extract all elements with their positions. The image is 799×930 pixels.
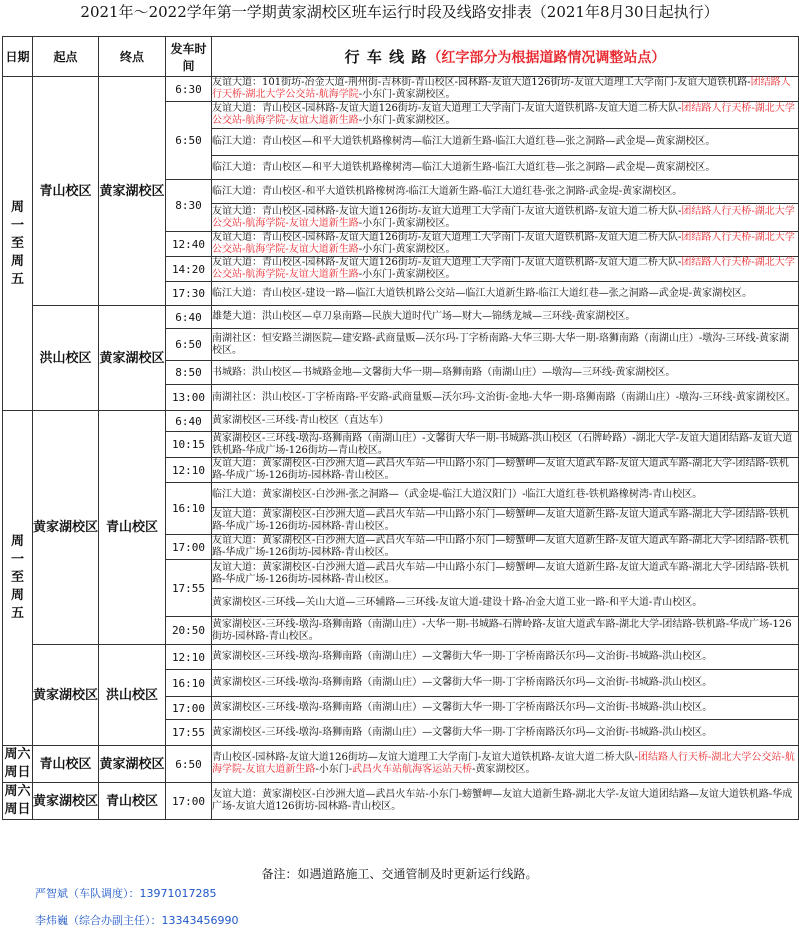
departure-time-cell: 6:50 [166,102,212,180]
route-cell [212,697,799,720]
table-row [3,645,799,670]
contact-deputy-director: 李炜巍（综合办副主任）：13343456990 [35,914,239,927]
route-cell [212,385,799,411]
route-segment: 黄家湖校区-三环线—关山大道—三环辅路—三环线-友谊大道-建设十路-冶金大道工业一路-和平大道-青山校区。 [212,596,703,608]
route-segment: 友谊大道：青山校区-园林路-友谊大道126街坊-友谊大道理工大学南门-友谊大道铁机路-友谊大道二桥大队- [212,103,682,114]
route-cell [212,458,799,483]
table-row [3,783,799,820]
route-segment: 友谊大道：青山校区-园林路-友谊大道126街坊-友谊大道理工大学南门-友谊大道铁机路-友谊大道二桥大队- [212,257,682,268]
route-adjusted-stops: 团结路人行天桥-湖北大学公交站-航海学院 [212,77,791,100]
route-cell [212,746,799,783]
departure-time-cell: 6:40 [166,411,212,432]
route-cell [212,645,799,670]
day-char: 周 [10,588,24,603]
route-segment: 黄家湖校区-三环线-墩沟-珞狮南路（南湖山庄）—文馨街大华一期-丁字桥南路沃尔玛—文治街-书城路-洪山校区。 [212,651,713,662]
route-segment: -小东门-黄家湖校区。 [358,217,456,229]
departure-time-cell: 17:00 [166,697,212,720]
route-cell [212,102,799,129]
route-segment: 友谊大道：黄家湖校区-白沙洲大道—武昌火车站—中山路小东门—螃蟹岬—友谊大道新生路-友谊大道武车路-湖北大学-团结路-铁机路-华成广场-126街坊-园林路-青山校区。 [212,562,789,585]
end-campus-cell: 青山校区 [99,783,166,820]
day-char: 周六 [4,784,31,799]
departure-time-cell: 12:10 [166,645,212,670]
route-segment: 黄家湖校区-三环线-墩沟-珞狮南路（南湖山庄）—文馨街大华一期-丁字桥南路沃尔玛—文治街-书城路-洪山校区。 [212,702,713,713]
departure-time-cell: 12:40 [166,232,212,257]
table-header-row [3,37,799,77]
start-campus-cell: 黄家湖校区 [33,411,99,645]
route-adjusted-stops: 团结路人行天桥-湖北大学公交站-航海学院-友谊大道新生路 [212,103,795,126]
route-cell [212,535,799,560]
route-segment: 临江大道：青山校区—和平大道铁机路橡树湾—临江大道新生路-临江大道红巷—张之洞路—武金堤—黄家湖校区。 [212,136,716,147]
route-cell [212,329,799,361]
end-campus-cell: 洪山校区 [99,645,166,746]
departure-time-cell: 17:00 [166,783,212,820]
route-segment: -小东门-黄家湖校区。 [358,269,456,280]
departure-time-cell: 12:10 [166,458,212,483]
departure-time-cell: 20:50 [166,617,212,645]
route-cell [212,257,799,282]
route-cell [212,411,799,432]
day-char: 五 [10,271,24,287]
departure-time-cell: 16:10 [166,670,212,697]
departure-time-cell: 6:50 [166,329,212,361]
departure-time-cell: 6:40 [166,306,212,329]
table-row [3,77,799,102]
day-char: 一 [10,552,24,567]
departure-time-cell: 17:55 [166,720,212,746]
route-header-label: 行 车 线 路 [344,48,428,66]
route-cell [212,483,799,508]
route-segment: 雄楚大道：洪山校区—卓刀泉南路—民族大道时代广场—财大—锦绣龙城—三环线-黄家湖校区。 [212,311,636,322]
route-cell [212,617,799,645]
end-campus-cell: 黄家湖校区 [99,77,166,306]
col-header-end: 终点 [99,37,166,77]
route-cell [212,129,799,156]
day-char: 周六 [4,747,31,762]
schedule-table [2,36,799,820]
departure-time-cell: 16:10 [166,483,212,535]
day-cell [3,77,33,411]
day-char: 至 [10,570,24,585]
route-segment: 临江大道：青山校区—和平大道铁机路橡树湾—临江大道新生路-临江大道红巷—张之洞路—武金堤—黄家湖校区。 [212,161,716,173]
route-segment: -黄家湖校区。 [472,764,536,775]
route-segment: 友谊大道：黄家湖校区-白沙洲大道—武昌火车站—中山路小东门—螃蟹岬—友谊大道新生路-友谊大道武车路-湖北大学-团结路-铁机路-华成广场-126街坊-园林路-青山校区。 [212,509,789,532]
end-campus-cell: 黄家湖校区 [99,306,166,411]
route-adjusted-stops: 团结路人行天桥-湖北大学公交站-航海学院-友谊大道新生路 [212,752,795,775]
page-title: 2021年～2022学年第一学期黄家湖校区班车运行时段及线路安排表（2021年8月30日起执行） [80,3,719,21]
departure-time-cell: 6:30 [166,77,212,102]
route-cell [212,560,799,589]
start-campus-cell: 洪山校区 [33,306,99,411]
route-cell [212,204,799,232]
start-campus-cell: 青山校区 [33,746,99,783]
route-adjusted-stops: 武昌火车站航海客运站天桥 [352,764,473,775]
route-segment: 友谊大道：青山校区-园林路-友谊大道126街坊-友谊大道理工大学南门-友谊大道铁机路-友谊大道二桥大队- [212,232,682,243]
route-segment: 黄家湖校区-三环线-青山校区（直达车） [212,415,389,426]
route-cell [212,77,799,102]
day-char: 周 [10,534,24,549]
route-cell [212,232,799,257]
table-row [3,306,799,329]
route-segment: -小东门-黄家湖校区。 [358,115,456,126]
day-char: 至 [10,235,24,251]
route-segment: 临江大道：青山校区-和平大道铁机路橡树湾-临江大道新生路-临江大道红巷-张之洞路-武金堤-黄家湖校区。 [212,185,683,197]
departure-time-cell: 8:30 [166,180,212,232]
route-cell [212,670,799,697]
route-segment: 黄家湖校区-三环线-墩沟-珞狮南路（南湖山庄）—文馨街大华一期-丁字桥南路沃尔玛—文治街-书城路-洪山校区。 [212,677,713,688]
departure-time-cell: 17:00 [166,535,212,560]
route-adjusted-stops: 团结路人行天桥-湖北大学公交站-航海学院-友谊大道新生路 [212,257,795,280]
route-segment: 南湖社区：恒安路兰湖医院—建安路-武商量贩—沃尔玛-丁字桥南路-大华三期-大华一期-珞狮南路（南湖山庄）-墩沟-三环线-黄家湖校区。 [212,332,790,356]
route-segment: 青山校区-园林路-友谊大道126街坊—友谊大道理工大学南门-友谊大道铁机路-友谊大道二桥大队- [212,752,638,763]
end-campus-cell: 黄家湖校区 [99,746,166,783]
day-char: 周日 [4,802,31,817]
route-cell [212,156,799,180]
route-segment: 黄家湖校区-三环线-墩沟-珞狮南路（南湖山庄）—文馨街大华一期-丁字桥南路沃尔玛—文治街-书城路-洪山校区。 [212,726,713,738]
col-header-start: 起点 [33,37,99,77]
route-cell [212,783,799,820]
route-cell [212,432,799,458]
table-row [3,411,799,432]
route-adjusted-stops: 团结路人行天桥-湖北大学公交站-航海学院-友谊大道新生路 [212,232,795,255]
route-segment: 友谊大道：黄家湖校区-白沙洲大道—武昌火车站—中山路小东门—螃蟹岬—友谊大道新生路-友谊大道武车路-湖北大学-团结路-铁机路-华成广场-126街坊-园林路-青山校区。 [212,535,789,558]
route-segment: -小东门-黄家湖校区。 [358,244,456,255]
day-cell [3,746,33,783]
start-campus-cell: 黄家湖校区 [33,645,99,746]
departure-time-cell: 13:00 [166,385,212,411]
table-row [3,746,799,783]
route-cell [212,361,799,385]
day-char: 周 [10,253,24,269]
col-header-route [212,37,799,77]
departure-time-cell: 17:55 [166,560,212,617]
route-cell [212,508,799,535]
route-segment: 黄家湖校区-三环线-墩沟-珞狮南路（南湖山庄）-大华一期-书城路-石牌岭路-友谊大道武车路-湖北大学-团结路-铁机路-华成广场-126街坊-园林路-青山校区。 [212,618,792,642]
schedule-body [3,77,799,820]
departure-time-cell: 8:50 [166,361,212,385]
end-campus-cell: 青山校区 [99,411,166,645]
route-segment: 友谊大道：101街坊-冶金大道-荆州街-吉林街-青山校区-园林路-友谊大道126街坊-友谊大道理工大学南门-友谊大道铁机路- [212,77,751,88]
route-segment: 友谊大道：黄家湖校区-白沙洲大道—武昌火车站—中山路小东门—螃蟹岬—友谊大道武车路-友谊大道武车路-湖北大学-团结路-铁机路-华成广场-126街坊-园林路-青山校区。 [212,458,789,481]
route-cell [212,282,799,306]
start-campus-cell: 青山校区 [33,77,99,306]
route-segment: 南湖社区：洪山校区-丁字桥南路-平安路-武商量贩—沃尔玛-文治街-金地-大华一期-珞狮南路（南湖山庄）-墩沟-三环线-黄家湖校区。 [212,391,796,403]
route-header-note: （红字部分为根据道路情况调整站点） [427,50,666,66]
departure-time-cell: 14:20 [166,257,212,282]
day-cell [3,411,33,746]
route-segment: 书城路：洪山校区—书城路金地—文馨街大华一期—珞狮南路（南湖山庄）—墩沟—三环线-黄家湖校区。 [212,366,676,378]
departure-time-cell: 10:15 [166,432,212,458]
day-char: 周日 [4,765,31,780]
route-segment: 黄家湖校区-三环线-墩沟-珞狮南路（南湖山庄）-文馨街大华一期-书城路-洪山校区（石牌岭路）-湖北大学-友谊大道团结路-友谊大道铁机路-华成广场-126街坊—青山校区。 [212,432,793,456]
route-cell [212,180,799,204]
contact-dispatcher: 严智斌（车队调度）：13971017285 [35,887,217,900]
day-char: 一 [10,217,24,233]
day-char: 周 [10,199,24,215]
col-header-time: 发车时间 [166,37,212,77]
route-segment: 临江大道：黄家湖校区-白沙洲-张之洞路—（武金堤-临江大道汉阳门）-临江大道红巷-铁机路橡树湾-青山校区。 [212,489,703,500]
route-segment: 友谊大道：黄家湖校区-白沙洲大道—武昌火车站-小东门-螃蟹岬—友谊大道新生路-湖北大学-友谊大道团结路—友谊大道铁机路-华成广场-友谊大道126街坊-园林路-青山校区。 [212,789,793,812]
route-adjusted-stops: 团结路人行天桥-湖北大学公交站-航海学院-友谊大道新生路 [212,205,795,229]
route-segment: -小东门- [315,764,353,775]
day-cell [3,783,33,820]
route-cell [212,306,799,329]
route-segment: 友谊大道：青山校区-园林路-友谊大道126街坊-友谊大道理工大学南门-友谊大道铁机路-友谊大道二桥大队- [212,205,682,217]
route-segment: -小东门-黄家湖校区。 [358,89,456,100]
start-campus-cell: 黄家湖校区 [33,783,99,820]
departure-time-cell: 17:30 [166,282,212,306]
day-char: 五 [10,606,24,621]
col-header-day: 日期 [3,37,33,77]
footer-note: 备注：如遇道路施工、交通管制及时更新运行线路。 [261,867,538,881]
route-cell [212,589,799,617]
departure-time-cell: 6:50 [166,746,212,783]
route-segment: 临江大道：青山校区-建设一路—临江大道铁机路公交站—临江大道新生路-临江大道红巷—张之洞路—武金堤-黄家湖校区。 [212,287,753,299]
route-cell [212,720,799,746]
